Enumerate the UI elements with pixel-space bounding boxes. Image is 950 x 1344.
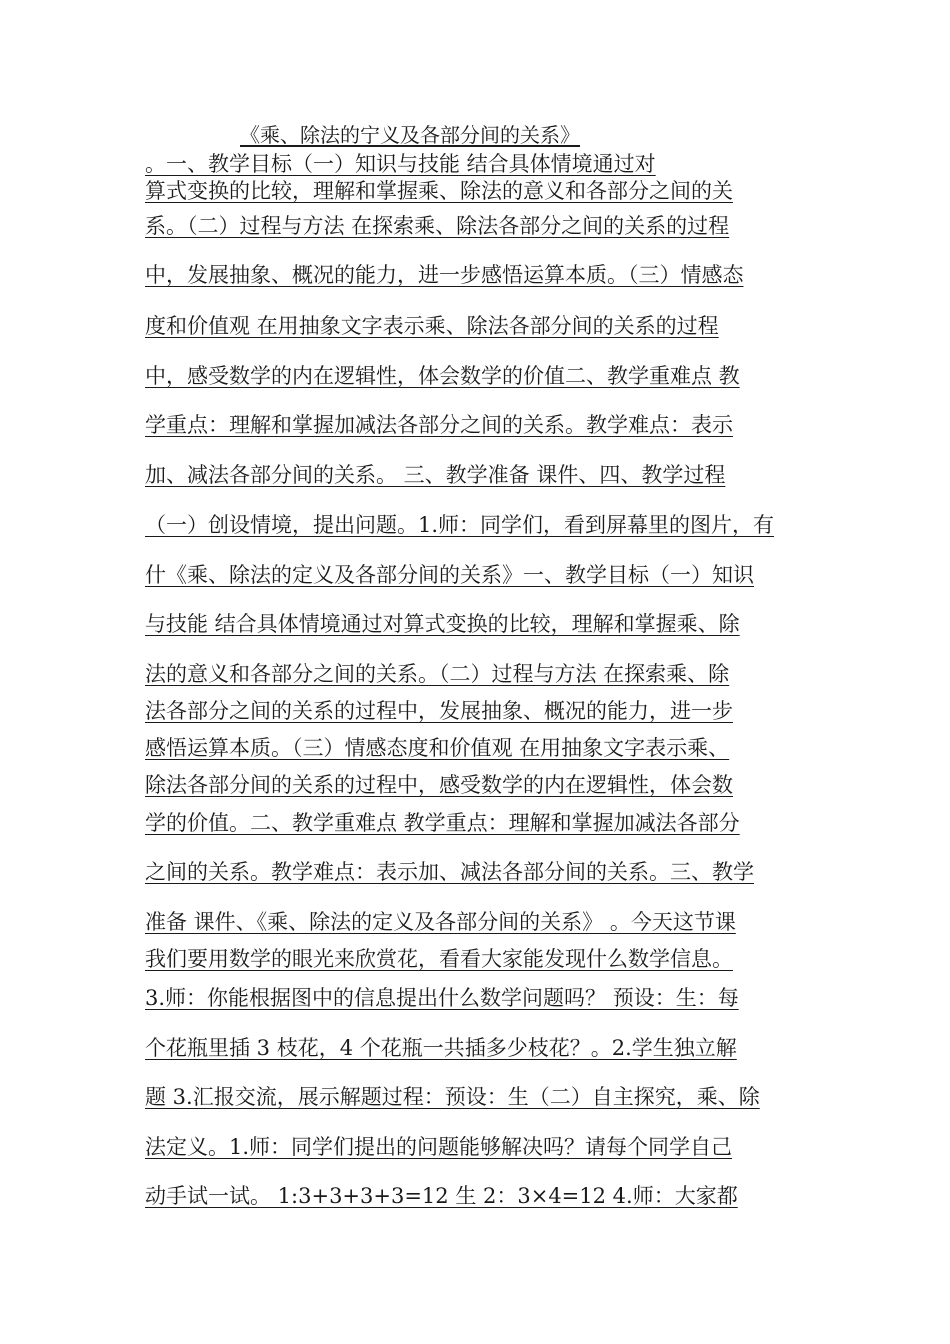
text-line: 什《乘、除法的定义及各部分间的关系》一、教学目标（一）知识: [145, 563, 754, 587]
text-line: （一）创设情境，提出问题。1.师：同学们，看到屏幕里的图片，有: [145, 513, 775, 537]
text-line: 度和价值观 在用抽象文字表示乘、除法各部分间的关系的过程: [145, 314, 719, 338]
text-line: 个花瓶里插 3 枝花，4 个花瓶一共插多少枝花？。2.学生独立解: [145, 1036, 737, 1060]
text-line: 法定义。1.师：同学们提出的问题能够解决吗？请每个同学自己: [145, 1135, 733, 1159]
text-line: 3.师：你能根据图中的信息提出什么数学问题吗？ 预设：生：每: [145, 986, 739, 1010]
text-line: 我们要用数学的眼光来欣赏花，看看大家能发现什么数学信息。: [145, 947, 733, 971]
document-title: 《乘、除法的宁义及各部分间的关系》: [240, 123, 580, 147]
text-line: 法各部分之间的关系的过程中，发展抽象、概况的能力，进一步: [145, 699, 733, 723]
text-line: 准备 课件、《乘、除法的定义及各部分间的关系》 。今天这节课: [145, 910, 736, 934]
text-line: 学重点：理解和掌握加减法各部分之间的关系。教学难点：表示: [145, 413, 733, 437]
text-line: 题 3.汇报交流，展示解题过程：预设：生（二）自主探究，乘、除: [145, 1085, 760, 1109]
text-line: 系。（二）过程与方法 在探索乘、除法各部分之间的关系的过程: [145, 214, 730, 238]
text-line: 法的意义和各部分之间的关系。（二）过程与方法 在探索乘、除: [145, 662, 730, 686]
text-line: 中，感受数学的内在逻辑性，体会数学的价值二、教学重难点 教: [145, 364, 740, 388]
text-line: 感悟运算本质。（三）情感态度和价值观 在用抽象文字表示乘、: [145, 736, 730, 760]
text-line: 学的价值。二、教学重难点 教学重点：理解和掌握加减法各部分: [145, 811, 740, 835]
text-line: 与技能 结合具体情境通过对算式变换的比较，理解和掌握乘、除: [145, 612, 740, 636]
text-line: 动手试一试。 1:3+3+3+3=12 生 2：3×4=12 4.师：大家都: [145, 1184, 738, 1208]
text-line: 算式变换的比较，理解和掌握乘、除法的意义和各部分之间的关: [145, 179, 733, 203]
text-line: 。一、教学目标（一）知识与技能 结合具体情境通过对: [145, 152, 656, 176]
text-line: 加、减法各部分间的关系。 三、教学准备 课件、四、教学过程: [145, 463, 726, 487]
text-line: 除法各部分间的关系的过程中，感受数学的内在逻辑性，体会数: [145, 773, 733, 797]
text-line: 中，发展抽象、概况的能力，进一步感悟运算本质。（三）情感态: [145, 263, 744, 287]
text-line: 之间的关系。教学难点：表示加、减法各部分间的关系。三、教学: [145, 860, 754, 884]
